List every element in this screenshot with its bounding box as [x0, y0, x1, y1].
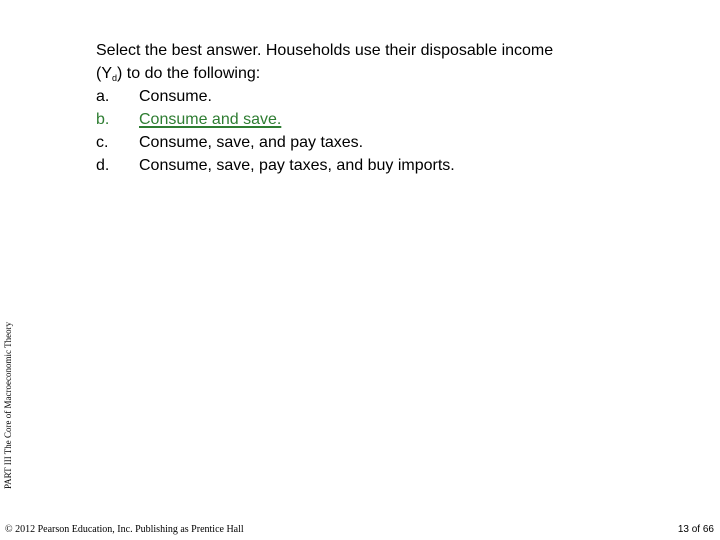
question-line-1: Select the best answer. Households use their disposable income [96, 42, 554, 59]
option-b-text: Consume and save. [139, 111, 282, 128]
option-b-letter: b. [96, 111, 110, 128]
disposable-income-subscript: d [112, 73, 118, 83]
option-d [96, 154, 696, 177]
option-c-text: Consume, save, and pay taxes. [139, 134, 364, 151]
option-c [96, 131, 696, 154]
option-b-correct [96, 108, 696, 131]
copyright-notice: © 2012 Pearson Education, Inc. Publishing as Prentice Hall [5, 524, 244, 535]
option-c-letter: c. [96, 134, 109, 151]
option-a-text: Consume. [139, 88, 212, 105]
part-label: PART III The Core of Macroeconomic Theory [3, 321, 13, 489]
option-d-letter: d. [96, 157, 110, 174]
question-line-2-open: (Y [96, 65, 112, 82]
question-line-2 [96, 62, 696, 85]
question-line-2-close: ) to do the following: [117, 65, 261, 82]
question-block [96, 39, 696, 177]
option-a [96, 85, 696, 108]
option-a-letter: a. [96, 88, 110, 105]
option-d-text: Consume, save, pay taxes, and buy imports. [139, 157, 455, 174]
page-number: 13 of 66 [677, 524, 714, 535]
